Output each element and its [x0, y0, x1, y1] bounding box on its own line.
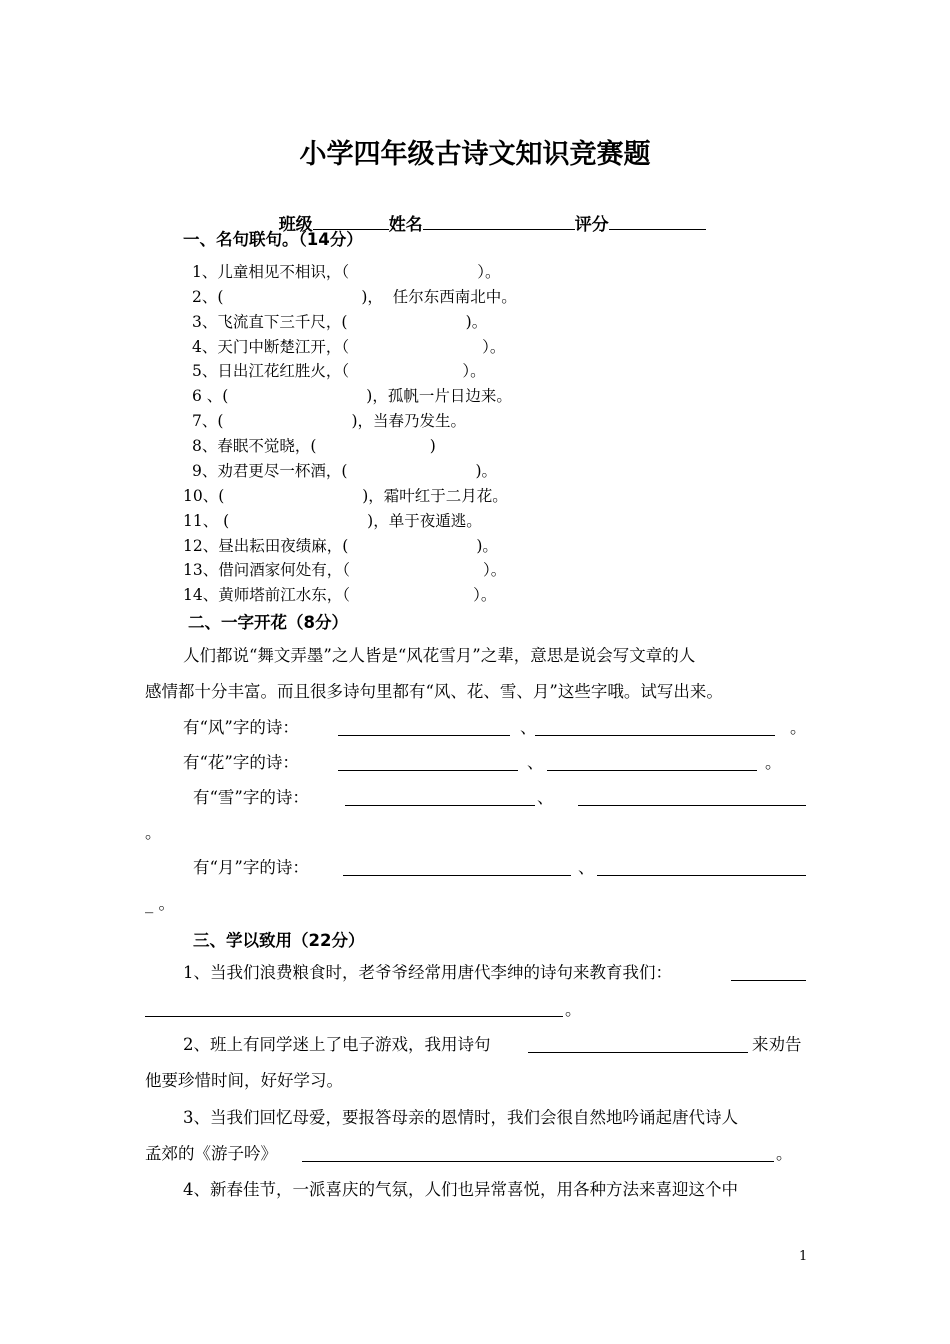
wind-answer-line-1[interactable] — [338, 735, 510, 736]
list-item: 5、日出江花红胜火，（ ）。 — [192, 362, 486, 380]
q1-text: 1、当我们浪费粮食时，老爷爷经常用唐代李绅的诗句来教育我们： — [183, 963, 672, 982]
list-item: 11、 ( )，单于夜遁逃。 — [183, 512, 482, 530]
list-item: 10、( )，霜叶红于二月花。 — [183, 487, 508, 505]
section3-heading: 三、学以致用（22分） — [193, 931, 365, 950]
list-item: 3、飞流直下三千尺，( )。 — [192, 313, 488, 331]
list-item: 12、昼出耘田夜绩麻，( )。 — [183, 537, 498, 555]
wind-end: 。 — [790, 718, 807, 737]
wind-label: 有“风”字的诗： — [183, 718, 299, 737]
list-item: 14、黄师塔前江水东，（ ）。 — [183, 586, 497, 604]
q1-end: 。 — [565, 1000, 582, 1019]
name-blank[interactable] — [423, 211, 575, 230]
q3-answer-line[interactable] — [302, 1161, 774, 1162]
q3-end: 。 — [776, 1144, 793, 1163]
class-label: 班级 — [278, 215, 313, 235]
q2-text-b: 来劝告 — [752, 1035, 802, 1054]
page-title: 小学四年级古诗文知识竞赛题 — [299, 139, 651, 170]
q3-text-line2: 孟郊的《游子吟》 — [145, 1144, 277, 1163]
moon-label: 有“月”字的诗： — [193, 858, 309, 877]
list-item: 1、儿童相见不相识，（ ）。 — [192, 263, 501, 281]
moon-answer-line-1[interactable] — [343, 875, 571, 876]
section2-heading: 二、一字开花（8分） — [188, 613, 348, 632]
score-label: 评分 — [574, 215, 609, 235]
flower-sep: 、 — [527, 753, 544, 772]
q4-text: 4、新春佳节，一派喜庆的气氛，人们也异常喜悦，用各种方法来喜迎这个中 — [183, 1180, 738, 1199]
moon-sep: 、 — [578, 858, 595, 877]
q1-answer-line-1[interactable] — [731, 980, 806, 981]
section2-intro-line1: 人们都说“舞文弄墨”之人皆是“风花雪月”之辈，意思是说会写文章的人 — [183, 646, 696, 665]
flower-end: 。 — [765, 753, 782, 772]
moon-answer-line-2[interactable] — [597, 875, 806, 876]
section1-heading: 一、名句联句。（14分） — [183, 230, 363, 249]
q1-answer-line-2[interactable] — [145, 1016, 563, 1017]
snow-answer-line-1[interactable] — [345, 805, 535, 806]
list-item: 4、天门中断楚江开，（ ）。 — [192, 338, 506, 356]
flower-answer-line-1[interactable] — [338, 770, 518, 771]
section2-intro-line2: 感情都十分丰富。而且很多诗句里都有“风、花、雪、月”这些字哦。试写出来。 — [145, 682, 723, 701]
wind-sep: 、 — [520, 718, 537, 737]
flower-answer-line-2[interactable] — [547, 770, 757, 771]
moon-end: _ 。 — [145, 894, 175, 913]
list-item: 8、春眠不觉晓，( ) — [192, 437, 436, 455]
page-number: 1 — [799, 1249, 808, 1264]
name-label: 姓名 — [388, 215, 423, 235]
snow-label: 有“雪”字的诗： — [193, 788, 309, 807]
q2-text-a: 2、班上有同学迷上了电子游戏，我用诗句 — [183, 1035, 491, 1054]
wind-answer-line-2[interactable] — [535, 735, 775, 736]
score-blank[interactable] — [609, 211, 706, 230]
snow-end: 。 — [145, 823, 162, 842]
snow-answer-line-2[interactable] — [578, 805, 806, 806]
q2-text-line2: 他要珍惜时间，好好学习。 — [145, 1071, 343, 1090]
q3-text: 3、当我们回忆母爱，要报答母亲的恩情时，我们会很自然地吟诵起唐代诗人 — [183, 1108, 738, 1127]
list-item: 7、( )，当春乃发生。 — [192, 412, 467, 430]
list-item: 13、借问酒家何处有，（ ）。 — [183, 561, 507, 579]
flower-label: 有“花”字的诗： — [183, 753, 299, 772]
list-item: 9、劝君更尽一杯酒，( )。 — [192, 462, 498, 480]
q2-answer-line[interactable] — [528, 1052, 748, 1053]
list-item: 2、( )， 任尔东西南北中。 — [192, 288, 517, 306]
list-item: 6 、( )，孤帆一片日边来。 — [192, 387, 512, 405]
snow-sep: 、 — [537, 788, 554, 807]
